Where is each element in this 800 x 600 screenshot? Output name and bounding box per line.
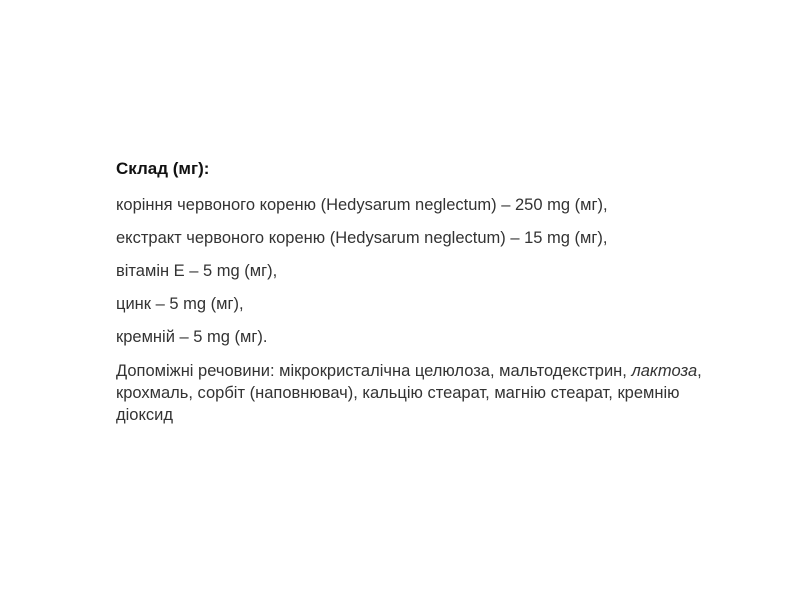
excipients-text-end: , крохмаль, сорбіт (наповнювач), кальцію стеарат, магнію стеарат, кремнію діоксид: [116, 362, 702, 424]
ingredient-red-root-extract: екстракт червоного кореню (Hedysarum neglectum) – 15 mg (мг),: [116, 229, 608, 247]
ingredient-zinc: цинк – 5 mg (мг),: [116, 295, 244, 313]
excipients-lactose: лактоза: [631, 362, 698, 380]
ingredient-vitamin-e: вітамін Е – 5 mg (мг),: [116, 262, 278, 280]
composition-heading: Склад (мг):: [116, 159, 210, 178]
ingredient-list: [116, 195, 700, 347]
excipients-paragraph: [116, 360, 706, 426]
ingredient-red-root: коріння червоного кореню (Hedysarum neglectum) – 250 mg (мг),: [116, 196, 608, 214]
excipients-text-start: Допоміжні речовини: мікрокристалічна целюлоза, мальтодекстрин,: [116, 362, 632, 380]
ingredient-silicon: кремній – 5 mg (мг).: [116, 328, 268, 346]
